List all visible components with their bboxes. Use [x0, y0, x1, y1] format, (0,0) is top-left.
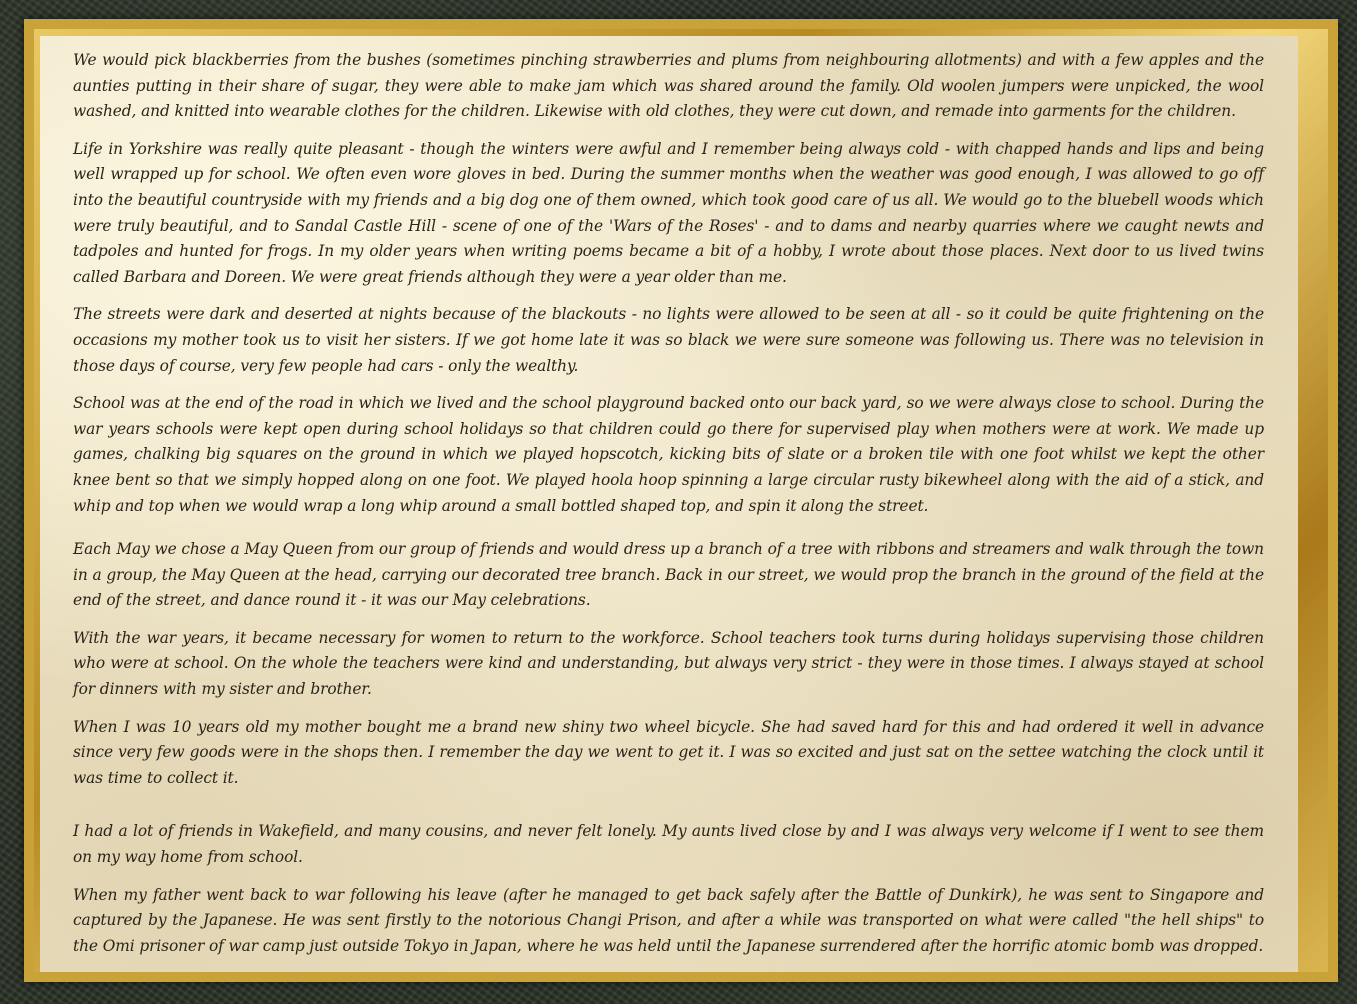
paragraph-father-war: When my father went back to war following his leave (after he managed to get back safely after the Battle of Dunkirk), he was sent to Singapore and captured by the Japanese. He was sent firstly to the notorious Changi Prison, and after a while was transported on what were called "the hell ships" to the Omi prisoner of war camp just outside Tokyo in Japan, where he was held until the Japanese surrendered after the horrific atomic bomb was dropped. — [73, 885, 1264, 955]
paragraph-jam-making: We would pick blackberries from the bushes (sometimes pinching strawberries and plums from neighbouring allotments) and with a few apples and the aunties putting in their share of sugar, they were able to make jam which was shared around the family. Old woolen jumpers were unpicked, the wool washed, and knitted into wearable clothes for the children. Likewise with old clothes, they were cut down, and remade into garments for the children. — [73, 51, 1264, 121]
paragraph-school-games: School was at the end of the road in which we lived and the school playground backed onto our back yard, so we were always close to school. During the war years schools were kept open during school holidays so that children could go there for supervised play when mothers were at work. We made up games, chalking big squares on the ground in which we played hopscotch, kicking bits of slate or a broken tile with one foot whilst we kept the other knee bent so that we simply hopped along on one foot. We played hoola hoop spinning a large circular rusty bikewheel along with the aid of a stick, and whip and top when we would wrap a long whip around a small bottled shaped top, and spin it along the street. — [73, 394, 1264, 515]
paragraph-friends-wakefield: I had a lot of friends in Wakefield, and many cousins, and never felt lonely. My aunts lived close by and I was always very welcome if I went to see them on my way home from school. — [73, 822, 1264, 867]
paragraph-life-in-yorkshire: Life in Yorkshire was really quite pleasant - though the winters were awful and I remember being always cold - with chapped hands and lips and being well wrapped up for school. We often even wore gloves in bed. During the summer months when the weather was good enough, I was allowed to go off into the beautiful countryside with my friends and a big dog one of them owned, which took good care of us all. We would go to the bluebell woods which were truly beautiful, and to Sandal Castle Hill - scene of one of the 'Wars of the Roses' - and to dams and nearby quarries where we caught newts and tadpoles and hunted for frogs. In my older years when writing poems became a bit of a hobby, I wrote about those places. Next door to us lived twins called Barbara and Doreen. We were great friends although they were a year older than me. — [73, 139, 1264, 286]
paragraph-may-queen: Each May we chose a May Queen from our group of friends and would dress up a branch of a tree with ribbons and streamers and walk through the town in a group, the May Queen at the head, carrying our decorated tree branch. Back in our street, we would prop the branch in the ground of the field at the end of the street, and dance round it - it was our May celebrations. — [73, 540, 1264, 610]
paragraph-blackouts: The streets were dark and deserted at nights because of the blackouts - no lights were allowed to be seen at all - so it could be quite frightening on the occasions my mother took us to visit her sisters. If we got home late it was so black we were sure someone was following us. There was no television in those days of course, very few people had cars - only the wealthy. — [73, 305, 1264, 375]
paragraph-war-years: With the war years, it became necessary for women to return to the workforce. School teachers took turns during holidays supervising those children who were at school. On the whole the teachers were kind and understanding, but always very strict - they were in those times. I always stayed at school for dinners with my sister and brother. — [73, 628, 1264, 699]
paragraph-bicycle: When I was 10 years old my mother bought me a brand new shiny two wheel bicycle. She had saved hard for this and had ordered it well in advance since very few goods were in the shops then. I remember the day we went to get it. I was so excited and just sat on the settee watching the clock until it was time to collect it. — [73, 717, 1264, 787]
parchment-page — [40, 36, 1298, 972]
story-text — [73, 48, 1264, 959]
